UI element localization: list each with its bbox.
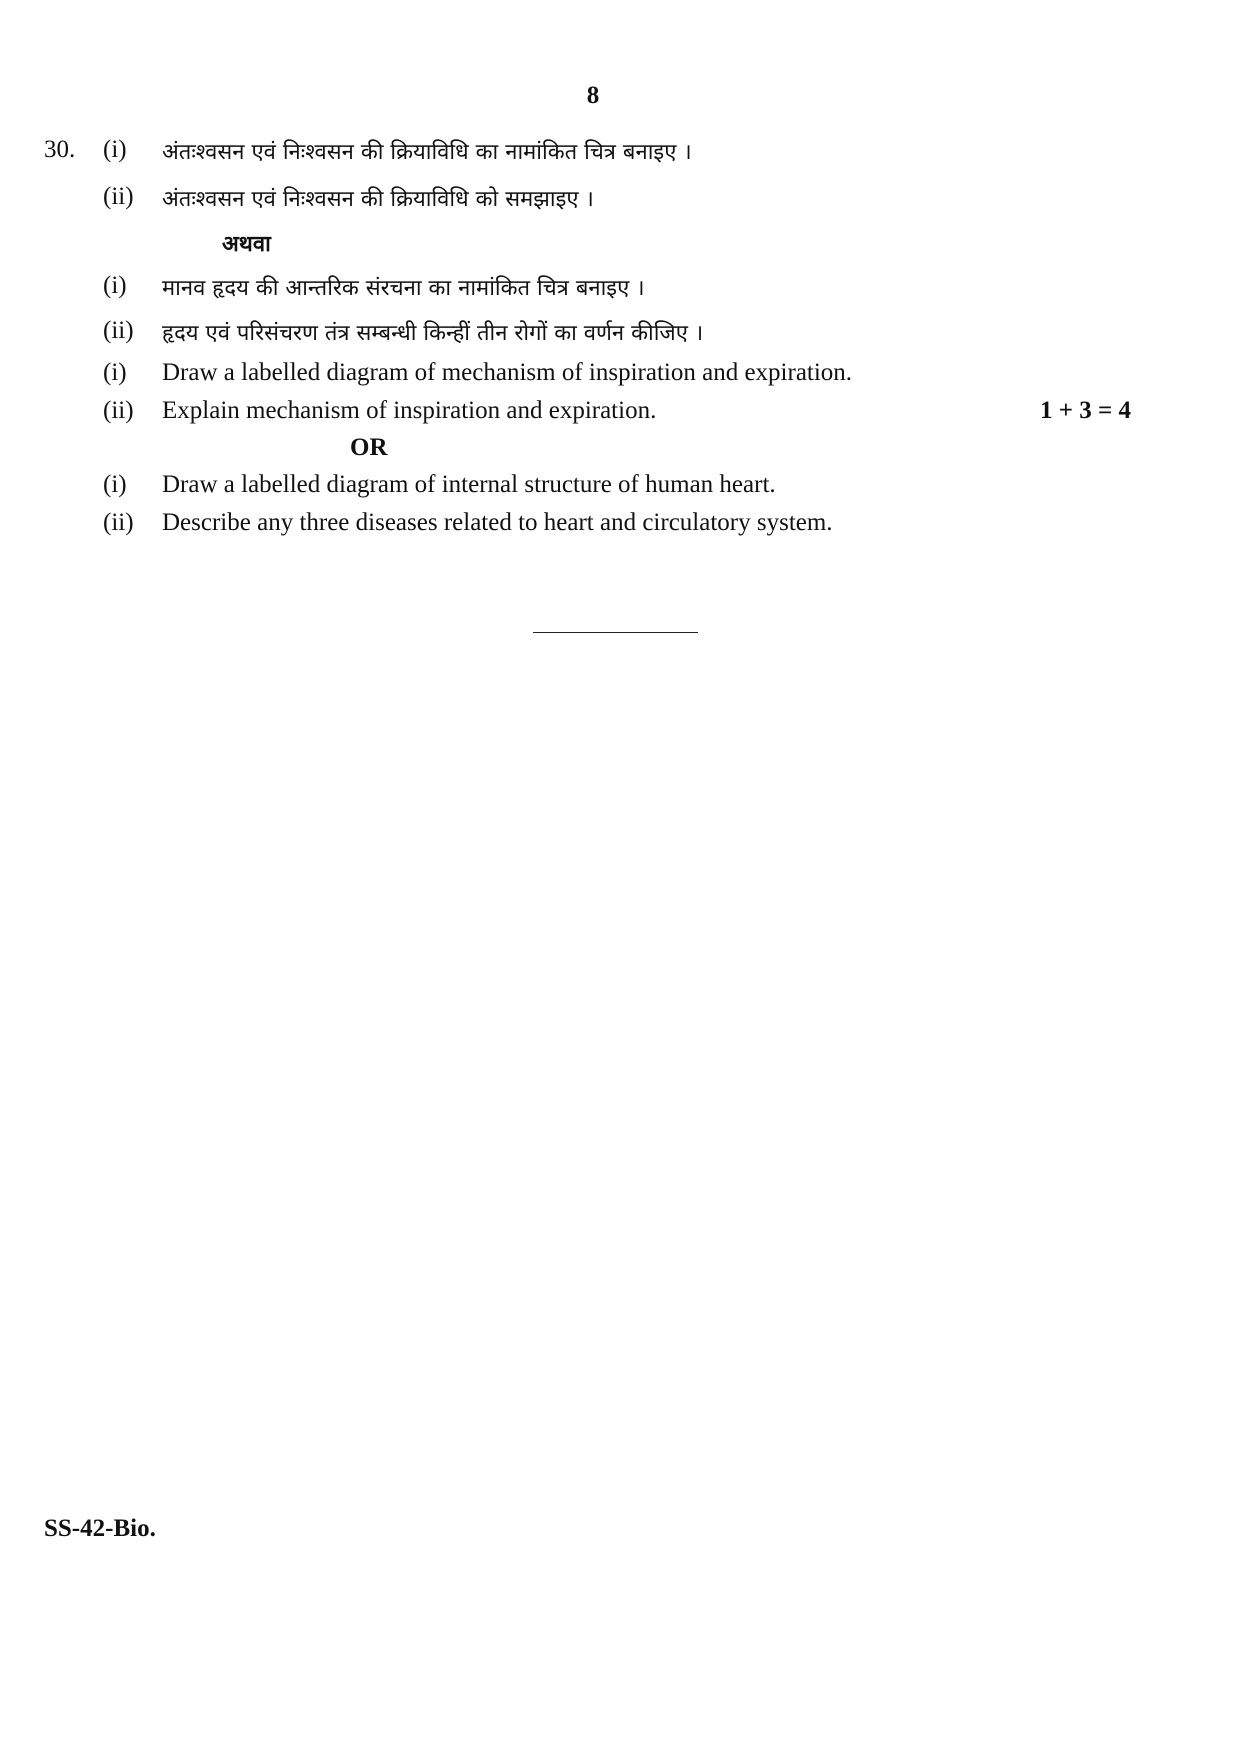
sub-label: (i) [103,471,127,498]
question-text-hindi: हृदय एवं परिसंचरण तंत्र सम्बन्धी किन्हीं तीन रोगों का वर्णन कीजिए । [162,321,704,346]
sub-label: (ii) [103,317,134,344]
paper-code: SS-42-Bio. [44,1515,156,1542]
sub-label: (i) [103,272,127,299]
question-text-english: Draw a labelled diagram of mechanism of inspiration and expiration. [162,359,853,386]
question-text-hindi: मानव हृदय की आन्तरिक संरचना का नामांकित चित्र बनाइए । [162,276,645,301]
question-text-english: Describe any three diseases related to heart and circulatory system. [162,509,833,536]
marks-allocation: 1 + 3 = 4 [1040,397,1131,424]
question-text-hindi: अंतःश्वसन एवं निःश्वसन की क्रियाविधि का नामांकित चित्र बनाइए । [162,140,692,165]
end-of-paper-rule [533,632,698,633]
sub-label: (ii) [103,397,134,424]
sub-label: (ii) [103,509,134,536]
sub-label: (ii) [103,183,134,210]
question-text-english: Draw a labelled diagram of internal structure of human heart. [162,471,776,498]
question-text-hindi: अंतःश्वसन एवं निःश्वसन की क्रियाविधि को समझाइए । [162,187,594,212]
page-number: 8 [586,82,600,109]
question-text-english: Explain mechanism of inspiration and expiration. [162,397,657,424]
sub-label: (i) [103,136,127,163]
sub-label: (i) [103,359,127,386]
question-number: 30. [44,136,76,163]
